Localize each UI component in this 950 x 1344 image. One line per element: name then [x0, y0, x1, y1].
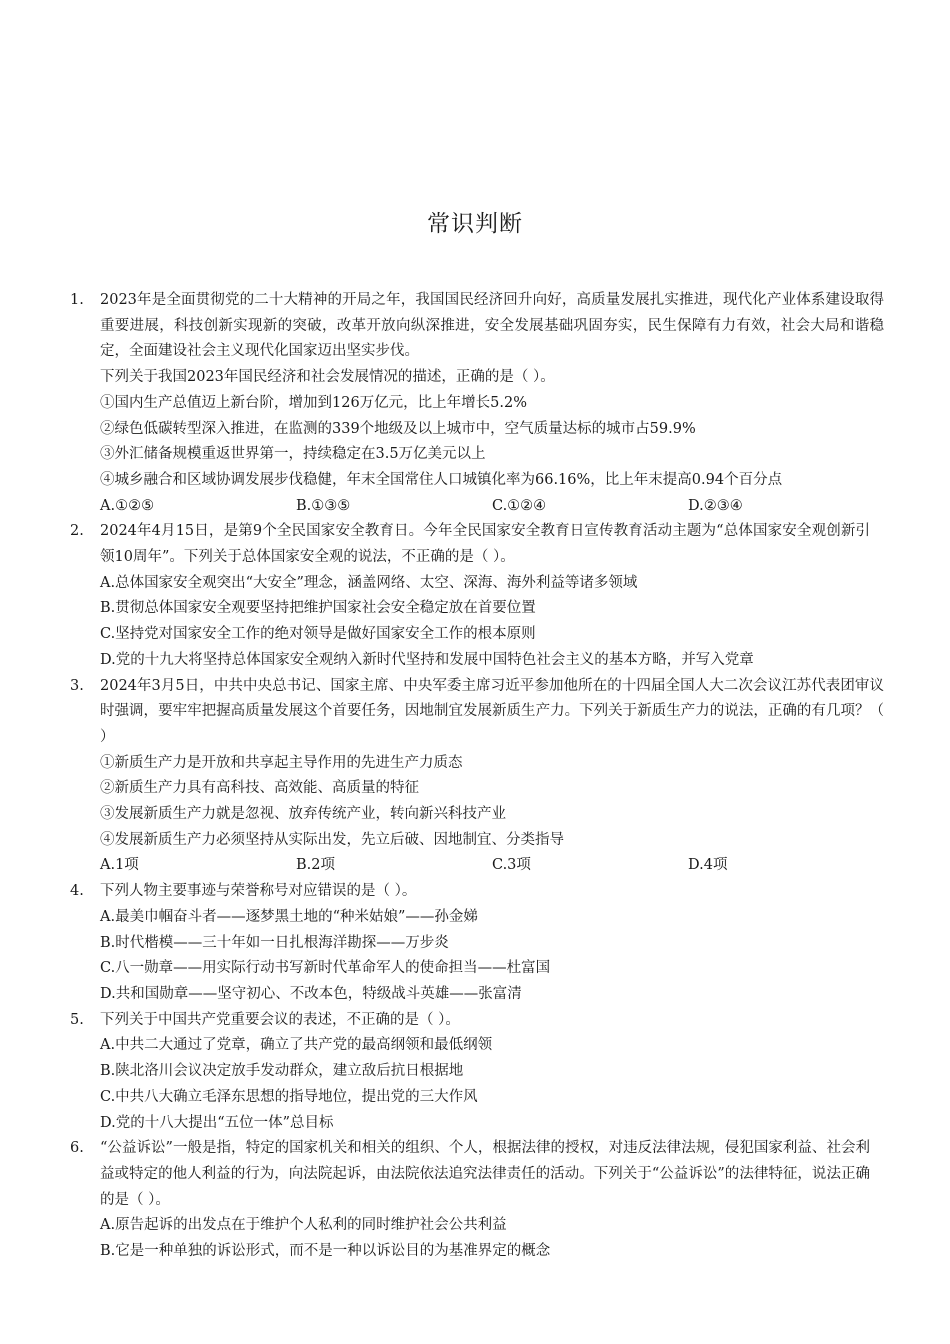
- question-body: [100, 519, 870, 673]
- option-b: B.陕北洛川会议决定放手发动群众，建立敌后抗日根据地: [100, 1063, 464, 1080]
- question-stem: 2024年3月5日，中共中央总书记、国家主席、中央军委主席习近平参加他所在的十四届全国人大二次会议江苏代表团审议时强调，要牢牢把握高质量发展这个首要任务，因地制宜发展新质生产力。下列关于新质生产力的说法，正确的有几项？（ ）: [100, 677, 884, 745]
- question-body: [100, 1008, 870, 1137]
- option-a: A.1项: [100, 857, 139, 874]
- question-list: [70, 288, 884, 1265]
- option-b: B.①③⑤: [296, 497, 351, 514]
- option-d: D.②③④: [688, 497, 743, 514]
- option-a: A.总体国家安全观突出“大安全”理念，涵盖网络、太空、深海、海外利益等诸多领域: [100, 574, 638, 591]
- page-title: 常识判断: [427, 211, 523, 237]
- option-a: A.①②⑤: [100, 497, 155, 514]
- option-c: C.中共八大确立毛泽东思想的指导地位，提出党的三大作风: [100, 1088, 478, 1105]
- option-a: A.中共二大通过了党章，确立了共产党的最高纲领和最低纲领: [100, 1037, 493, 1054]
- question-5: [70, 1008, 870, 1137]
- option-row: [100, 494, 884, 520]
- question-stem: 下列人物主要事迹与荣誉称号对应错误的是（ ）。: [100, 883, 417, 900]
- option-c: C.八一勋章——用实际行动书写新时代革命军人的使命担当——杜富国: [100, 960, 551, 977]
- option-c: C.3项: [492, 857, 531, 874]
- question-body: [100, 288, 884, 519]
- statement-item: ①新质生产力是开放和共享起主导作用的先进生产力质态: [100, 754, 463, 771]
- statement-item: ②绿色低碳转型深入推进，在监测的339个地级及以上城市中，空气质量达标的城市占59.9%: [100, 420, 696, 437]
- statement-item: ④发展新质生产力必须坚持从实际出发，先立后破、因地制宜、分类指导: [100, 831, 564, 848]
- question-prompt: 下列关于我国2023年国民经济和社会发展情况的描述，正确的是（ ）。: [100, 369, 555, 386]
- statement-item: ④城乡融合和区域协调发展步伐稳健，年末全国常住人口城镇化率为66.16%，比上年末提高0.94个百分点: [100, 471, 783, 488]
- question-2: [70, 519, 870, 673]
- question-number: 6.: [70, 1140, 84, 1157]
- question-3: [70, 674, 884, 880]
- question-body: [100, 674, 884, 880]
- option-b: B.贯彻总体国家安全观要坚持把维护国家社会安全稳定放在首要位置: [100, 600, 536, 617]
- option-c: C.坚持党对国家安全工作的绝对领导是做好国家安全工作的根本原则: [100, 626, 536, 643]
- option-d: D.4项: [688, 857, 728, 874]
- statement-item: ③外汇储备规模重返世界第一，持续稳定在3.5万亿美元以上: [100, 446, 486, 463]
- option-row: [100, 853, 884, 879]
- statement-item: ②新质生产力具有高科技、高效能、高质量的特征: [100, 780, 419, 797]
- option-d: D.党的十九大将坚持总体国家安全观纳入新时代坚持和发展中国特色社会主义的基本方略，并写入党章: [100, 651, 754, 668]
- option-a: A.原告起诉的出发点在于维护个人私利的同时维护社会公共利益: [100, 1217, 507, 1234]
- option-d: D.共和国勋章——坚守初心、不改本色，特级战斗英雄——张富清: [100, 985, 522, 1002]
- question-stem: “公益诉讼”一般是指，特定的国家机关和相关的组织、个人，根据法律的授权，对违反法律法规，侵犯国家利益、社会利益或特定的他人利益的行为，向法院起诉，由法院依法追究法律责任的活动。下列关于“公益诉讼”的法律特征，说法正确的是（ ）。: [100, 1140, 870, 1208]
- question-6: [70, 1136, 870, 1265]
- statement-item: ③发展新质生产力就是忽视、放弃传统产业，转向新兴科技产业: [100, 806, 506, 823]
- question-stem: 下列关于中国共产党重要会议的表述，不正确的是（ ）。: [100, 1011, 460, 1028]
- option-c: C.①②④: [492, 497, 547, 514]
- question-number: 3.: [70, 677, 84, 694]
- option-b: B.它是一种单独的诉讼形式，而不是一种以诉讼目的为基准界定的概念: [100, 1243, 551, 1260]
- option-d: D.党的十八大提出“五位一体”总目标: [100, 1114, 334, 1131]
- question-body: [100, 1136, 870, 1265]
- option-b: B.时代楷模——三十年如一日扎根海洋勘探——万步炎: [100, 934, 449, 951]
- option-b: B.2项: [296, 857, 335, 874]
- question-1: [70, 288, 884, 519]
- question-number: 5.: [70, 1011, 84, 1028]
- question-4: [70, 879, 870, 1008]
- statement-item: ①国内生产总值迈上新台阶，增加到126万亿元，比上年增长5.2%: [100, 394, 528, 411]
- question-body: [100, 879, 870, 1008]
- question-stem: 2023年是全面贯彻党的二十大精神的开局之年，我国国民经济回升向好，高质量发展扎实推进，现代化产业体系建设取得重要进展，科技创新实现新的突破，改革开放向纵深推进，安全发展基础巩固夯实，民生保障有力有效，社会大局和谐稳定，全面建设社会主义现代化国家迈出坚实步伐。: [100, 292, 884, 360]
- question-number: 1.: [70, 292, 84, 308]
- question-number: 4.: [70, 883, 84, 900]
- question-number: 2.: [70, 523, 84, 540]
- option-a: A.最美巾帼奋斗者——逐梦黑土地的“种米姑娘”——孙金娣: [100, 908, 478, 925]
- question-stem: 2024年4月15日，是第9个全民国家安全教育日。今年全民国家安全教育日宣传教育活动主题为“总体国家安全观创新引领10周年”。下列关于总体国家安全观的说法，不正确的是（ ）。: [100, 523, 870, 566]
